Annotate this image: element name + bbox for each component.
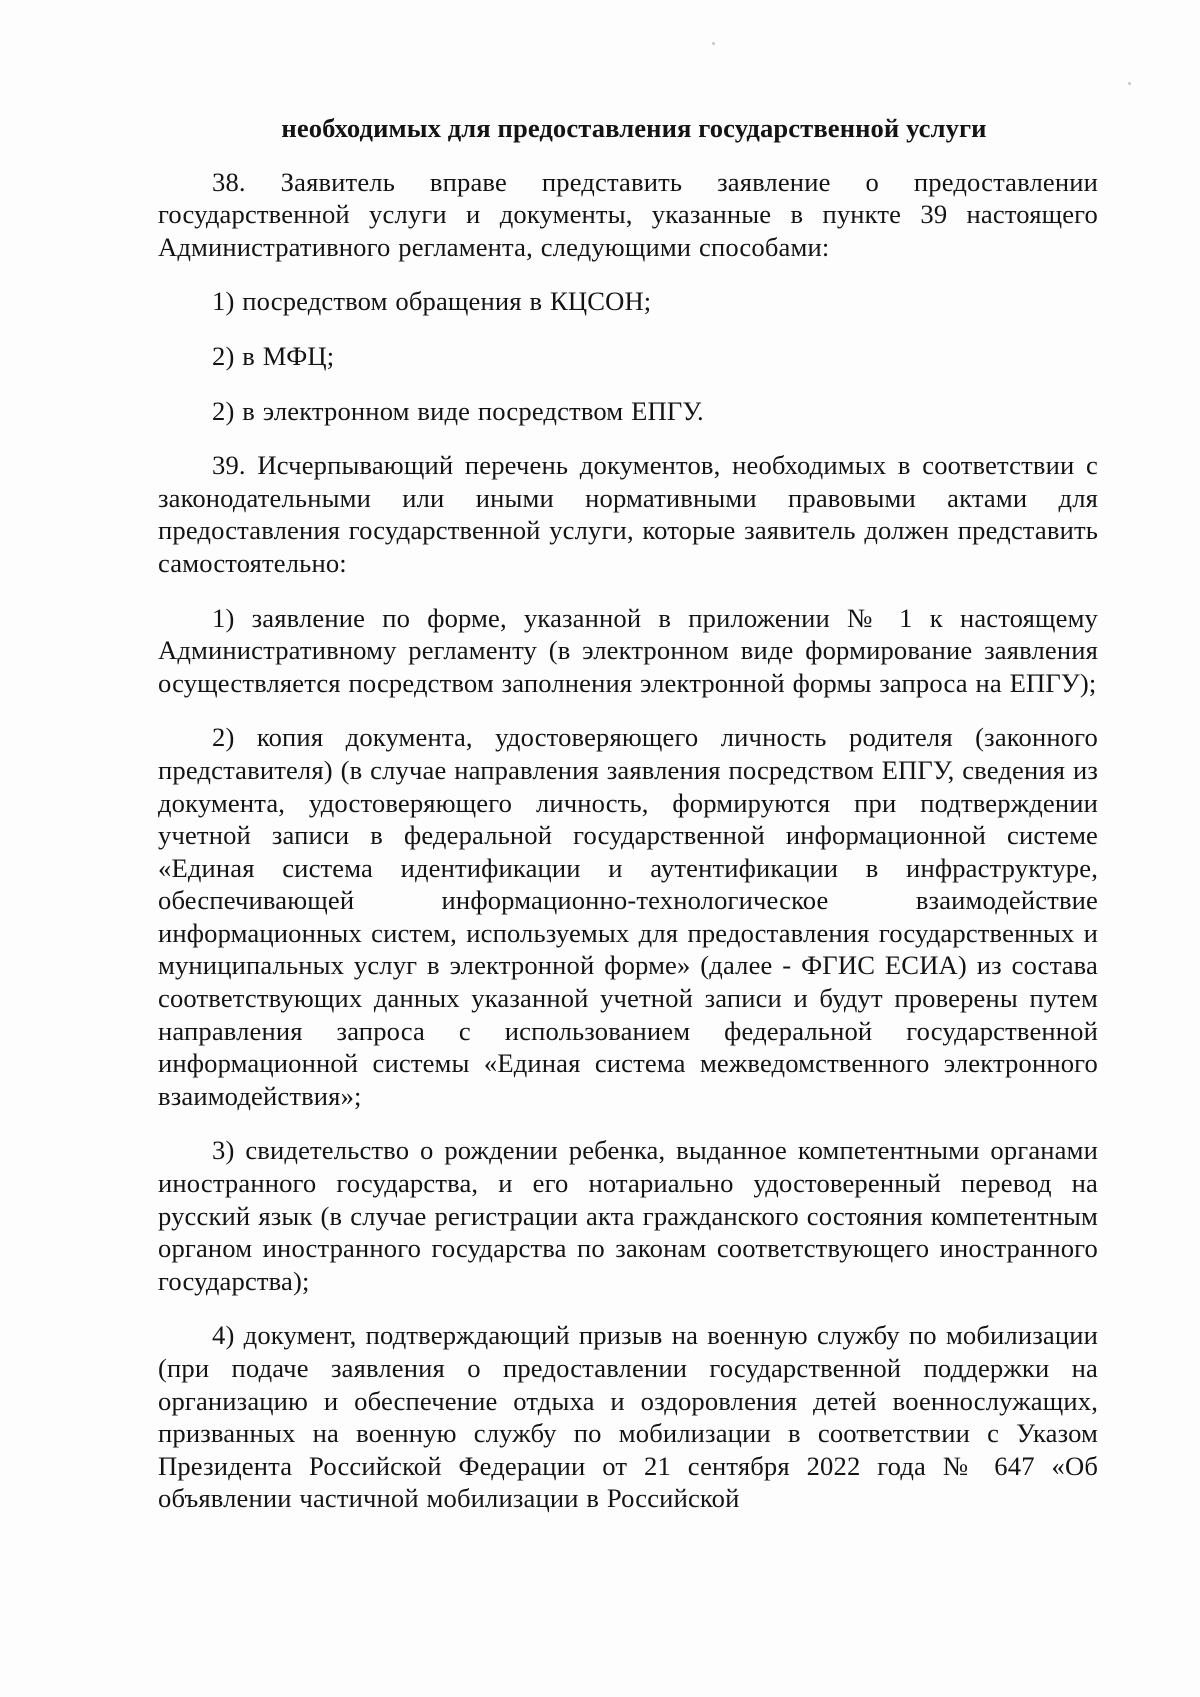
list-item-birth-certificate: 3) свидетельство о рождении ребенка, выданное компетентными органами иностранного государства, и его нотариально удостоверенный перевод на русский язык (в случае регистрации акта гражданского состояния компетентным органом иностранного государства по законам соответствующего иностранного государства);: [158, 1135, 1098, 1296]
scan-speck: [1128, 82, 1131, 85]
paragraph-38: 38. Заявитель вправе представить заявление о предоставлении государственной услуги и документы, указанные в пункте 39 настоящего Административного регламента, следующими способами:: [158, 166, 1098, 262]
document-body: [158, 112, 1098, 1515]
list-item-application: 1) заявление по форме, указанной в приложении № 1 к настоящему Административному регламенту (в электронном виде формирование заявления осуществляется посредством заполнения электронной формы запроса на ЕПГУ);: [158, 602, 1098, 698]
list-item-identity-document: 2) копия документа, удостоверяющего личность родителя (законного представителя) (в случае направления заявления посредством ЕПГУ, сведения из документа, удостоверяющего личность, формируются при подтверждении учетной записи в федеральной государственной информационной системе «Единая система идентификации и аутентификации в инфраструктуре, обеспечивающей информационно-технологическое взаимодействие информационных систем, используемых для предоставления государственных и муниципальных услуг в электронной форме» (далее - ФГИС ЕСИА) из состава соответствующих данных указанной учетной записи и будут проверены путем направления запроса с использованием федеральной государственной информационной системы «Единая система межведомственного электронного взаимодействия»;: [158, 722, 1098, 1111]
scan-speck: [712, 42, 715, 45]
list-item-mfc: 2) в МФЦ;: [212, 340, 335, 371]
section-heading: необходимых для предоставления государственной услуги: [281, 113, 987, 143]
list-item-epgu: 2) в электронном виде посредством ЕПГУ.: [212, 395, 704, 426]
list-item-kcson: 1) посредством обращения в КЦСОН;: [212, 286, 652, 317]
paragraph-39: 39. Исчерпывающий перечень документов, необходимых в соответствии с законодательными или иными нормативными правовыми актами для предоставления государственной услуги, которые заявитель должен представить самостоятельно:: [158, 450, 1098, 578]
list-item-mobilization-document: 4) документ, подтверждающий призыв на военную службу по мобилизации (при подаче заявления о предоставлении государственной поддержки на организацию и обеспечение отдыха и оздоровления детей военнослужащих, призванных на военную службу по мобилизации в соответствии с Указом Президента Российской Федерации от 21 сентября 2022 года № 647 «Об объявлении частичной мобилизации в Российской: [158, 1320, 1098, 1514]
